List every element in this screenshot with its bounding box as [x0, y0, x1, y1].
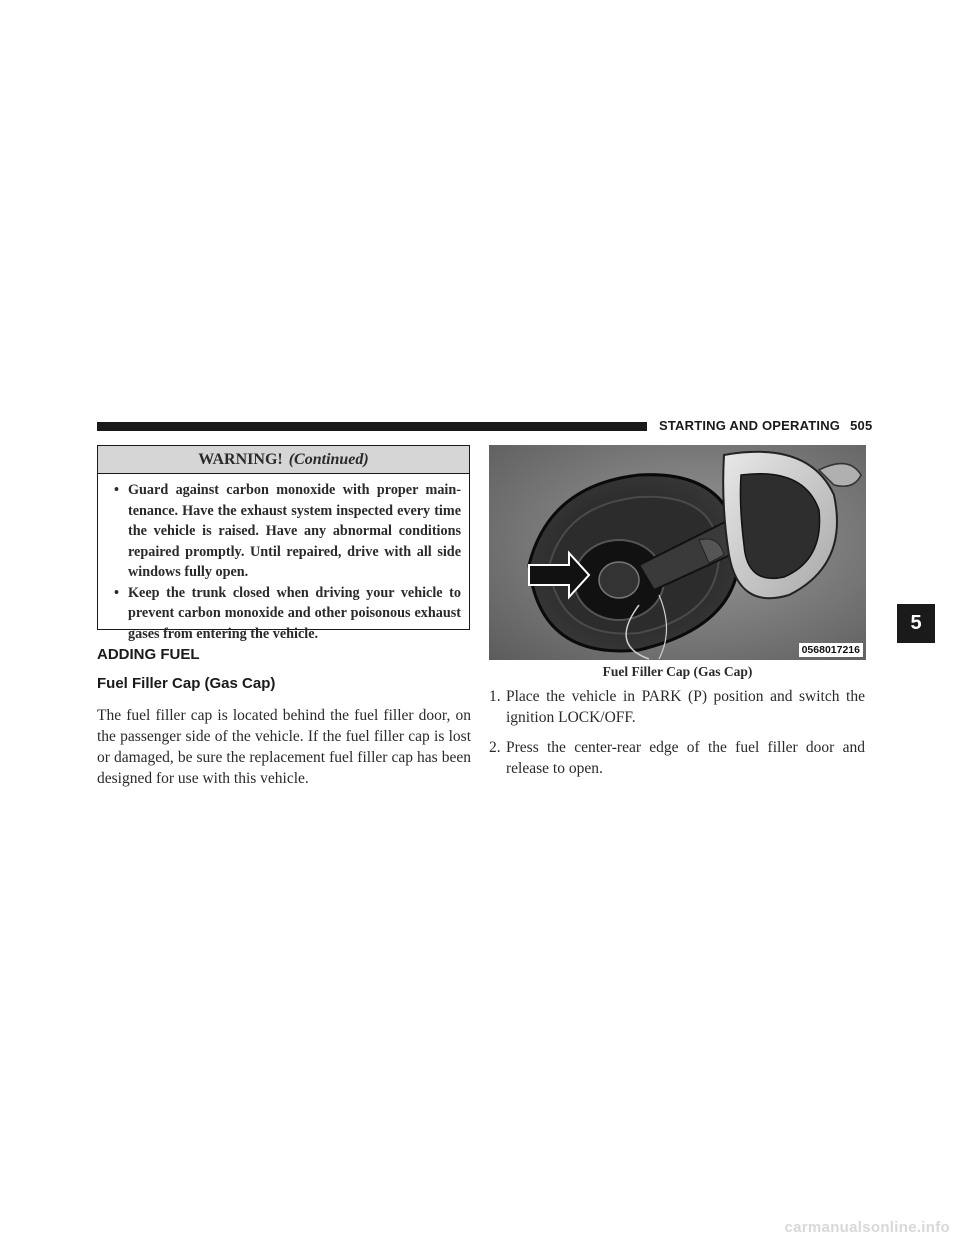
- figure-id: 0568017216: [799, 643, 863, 657]
- header-rule: [97, 422, 647, 431]
- step-number: 2.: [489, 739, 501, 756]
- chapter-tab: 5: [897, 604, 935, 643]
- warning-box: [97, 445, 470, 642]
- step-item: [489, 686, 865, 728]
- steps-list: [489, 686, 865, 788]
- step-text: Press the center-rear edge of the fuel filler door and release to open.: [506, 739, 865, 777]
- step-text: Place the vehicle in PARK (P) position and switch the ignition LOCK/OFF.: [506, 688, 865, 726]
- step-item: [489, 737, 865, 779]
- figure-caption: Fuel Filler Cap (Gas Cap): [602, 664, 753, 679]
- fuel-filler-photo: [489, 445, 866, 660]
- warning-list: [98, 474, 469, 644]
- step-number: 1.: [489, 688, 501, 705]
- warning-title: WARNING!: [198, 451, 283, 468]
- subsection-title: Fuel Filler Cap (Gas Cap): [97, 675, 276, 692]
- watermark: carmanualsonline.info: [784, 1219, 950, 1236]
- header-section-title: STARTING AND OPERATING: [659, 418, 841, 433]
- running-header: [659, 418, 872, 433]
- warning-header: [98, 446, 469, 474]
- fuel-filler-cap-figure: [489, 445, 866, 660]
- warning-item: • Guard against carbon monoxide with proper maintenance. Have the exhaust system inspected every time the vehicle is raised. Have any abnormal conditions repaired promptly. Until repaired, drive with all side windows fully open.: [110, 480, 461, 583]
- warning-continued: (Continued): [288, 451, 369, 468]
- section-title: ADDING FUEL: [97, 646, 200, 663]
- warning-item: • Keep the trunk closed when driving your vehicle to prevent carbon monoxide and other poisonous exhaust gases from entering the vehicle.: [110, 583, 461, 645]
- body-paragraph: The fuel filler cap is located behind the fuel filler door, on the passenger side of the vehicle. If the fuel filler cap is lost or damaged, be sure the replacement fuel filler cap has been designed for use with this vehicle.: [97, 707, 471, 787]
- page-number: 505: [850, 418, 873, 433]
